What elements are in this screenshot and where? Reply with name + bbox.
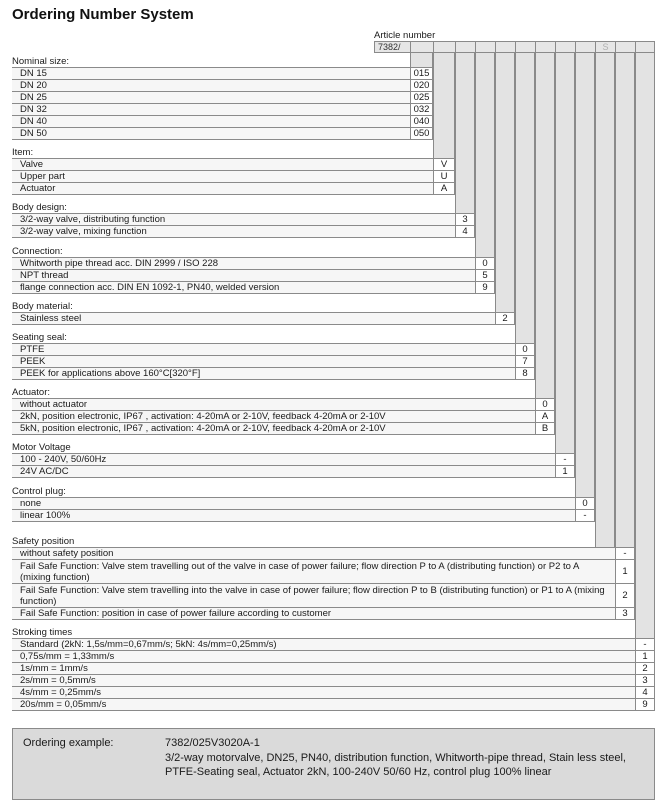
code-cell: - [615,547,635,560]
code-cell: 3 [635,674,655,687]
header-cell: 7382/ [374,41,410,53]
section-label: Motor Voltage [12,442,71,453]
table-row: linear 100% [12,509,575,522]
section-divider [12,379,515,380]
section-divider [12,434,535,435]
table-row: DN 20 [12,79,410,92]
section-label: Body design: [12,202,67,213]
ordering-example-description: 3/2-way motorvalve, DN25, PN40, distribution function, Whitworth-pipe thread, Stain less steel, PTFE-Seating seal, Actuator 2kN, 100-240V 50/60 Hz, control plug 100% linear [165,752,626,778]
table-row: 3/2-way valve, distributing function [12,213,455,226]
section-label: Item: [12,147,34,158]
article-number-label: Article number [374,30,436,41]
table-row: 4s/mm = 0,25mm/s [12,686,635,699]
code-column [515,53,535,379]
code-cell: 8 [515,367,535,380]
table-row: 2kN, position electronic, IP67 , activation: 4-20mA or 2-10V, feedback 4-20mA or 2-10V [12,410,535,423]
table-row: DN 40 [12,115,410,128]
ordering-example-label: Ordering example: [23,737,114,749]
table-row: DN 32 [12,103,410,116]
code-cell: 1 [635,650,655,663]
section-label: Body material: [12,301,73,312]
header-cell [575,41,595,53]
table-row: 0,75s/mm = 1,33mm/s [12,650,635,663]
code-cell: 040 [410,115,433,128]
ordering-example-box [12,728,655,800]
table-row: none [12,497,575,510]
table-row: 5kN, position electronic, IP67 , activation: 4-20mA or 2-10V, feedback 4-20mA or 2-10V [12,422,535,435]
header-cell: S [595,41,615,53]
code-column [495,53,515,324]
table-row: PEEK for applications above 160°C[320°F] [12,367,515,380]
code-column [455,53,475,237]
code-cell: 1 [615,559,635,584]
section-label: Control plug: [12,486,66,497]
code-cell: 9 [475,281,495,294]
header-cell [475,41,495,53]
table-row: Whitworth pipe thread acc. DIN 2999 / ISO 228 [12,257,475,270]
code-cell: A [535,410,555,423]
table-row: Valve [12,158,433,171]
table-row: Fail Safe Function: position in case of power failure according to customer [12,607,615,620]
code-column [635,53,655,710]
code-cell: 3 [455,213,475,226]
table-row: 20s/mm = 0,05mm/s [12,698,635,711]
header-cell [433,41,455,53]
code-column [575,53,595,521]
code-cell: U [433,170,455,183]
header-cell [635,41,655,53]
code-cell: 2 [495,312,515,325]
table-row: Upper part [12,170,433,183]
section-divider [12,139,410,140]
code-cell: 050 [410,127,433,140]
code-cell: 0 [575,497,595,510]
table-row: NPT thread [12,269,475,282]
code-cell: - [635,638,655,651]
header-cell [535,41,555,53]
code-cell: 0 [515,343,535,356]
code-cell: 025 [410,91,433,104]
table-row: DN 50 [12,127,410,140]
table-row: PTFE [12,343,515,356]
code-cell: - [555,453,575,466]
table-row: without safety position [12,547,615,560]
header-cell [615,41,635,53]
section-divider [12,477,555,478]
section-divider [12,324,495,325]
header-cell [495,41,515,53]
code-column [555,53,575,477]
section-divider [12,237,455,238]
section-divider [12,293,475,294]
table-row: 3/2-way valve, mixing function [12,225,455,238]
section-label: Connection: [12,246,63,257]
section-label: Safety position [12,536,75,547]
code-cell: B [535,422,555,435]
code-cell: 2 [635,662,655,675]
table-row: Fail Safe Function: Valve stem travelling into the valve in case of power failure; flow direction P to B (distributing function) or P1 to A (mixing function) [12,583,615,608]
table-row: DN 15 [12,67,410,80]
table-row: Stainless steel [12,312,495,325]
section-divider [12,710,635,711]
section-divider [12,521,575,522]
code-cell: 032 [410,103,433,116]
section-label: Nominal size: [12,56,70,67]
code-column [615,53,635,619]
code-cell: 020 [410,79,433,92]
ordering-example-code: 7382/025V3020A-1 [165,737,260,749]
code-cell: - [575,509,595,522]
code-cell: 5 [475,269,495,282]
code-cell: 9 [635,698,655,711]
page-title: Ordering Number System [12,6,194,23]
table-row: 100 - 240V, 50/60Hz [12,453,555,466]
table-row: Standard (2kN: 1,5s/mm=0,67mm/s; 5kN: 4s/mm=0,25mm/s) [12,638,635,651]
section-label: Actuator: [12,387,51,398]
table-row: DN 25 [12,91,410,104]
code-cell: A [433,182,455,195]
code-cell: 015 [410,67,433,80]
header-cell [455,41,475,53]
header-cell [555,41,575,53]
code-cell: 4 [635,686,655,699]
table-row: 2s/mm = 0,5mm/s [12,674,635,687]
section-label: Stroking times [12,627,73,638]
code-cell: V [433,158,455,171]
table-row: flange connection acc. DIN EN 1092-1, PN40, welded version [12,281,475,294]
code-column [535,53,555,434]
table-row: 24V AC/DC [12,465,555,478]
table-row: Fail Safe Function: Valve stem travelling out of the valve in case of power failure; flow direction P to A (distributing function) or P2 to A (mixing function) [12,559,615,584]
code-cell: 0 [475,257,495,270]
header-cell [515,41,535,53]
header-cell [410,41,433,53]
table-row: 1s/mm = 1mm/s [12,662,635,675]
section-divider [12,194,433,195]
code-cell: 7 [515,355,535,368]
section-label: Seating seal: [12,332,67,343]
code-cell: 2 [615,583,635,608]
code-cell: 1 [555,465,575,478]
section-divider [12,619,615,620]
table-row: PEEK [12,355,515,368]
code-column [595,53,615,547]
table-row: Actuator [12,182,433,195]
code-cell: 4 [455,225,475,238]
table-row: without actuator [12,398,535,411]
code-cell: 0 [535,398,555,411]
code-cell: 3 [615,607,635,620]
